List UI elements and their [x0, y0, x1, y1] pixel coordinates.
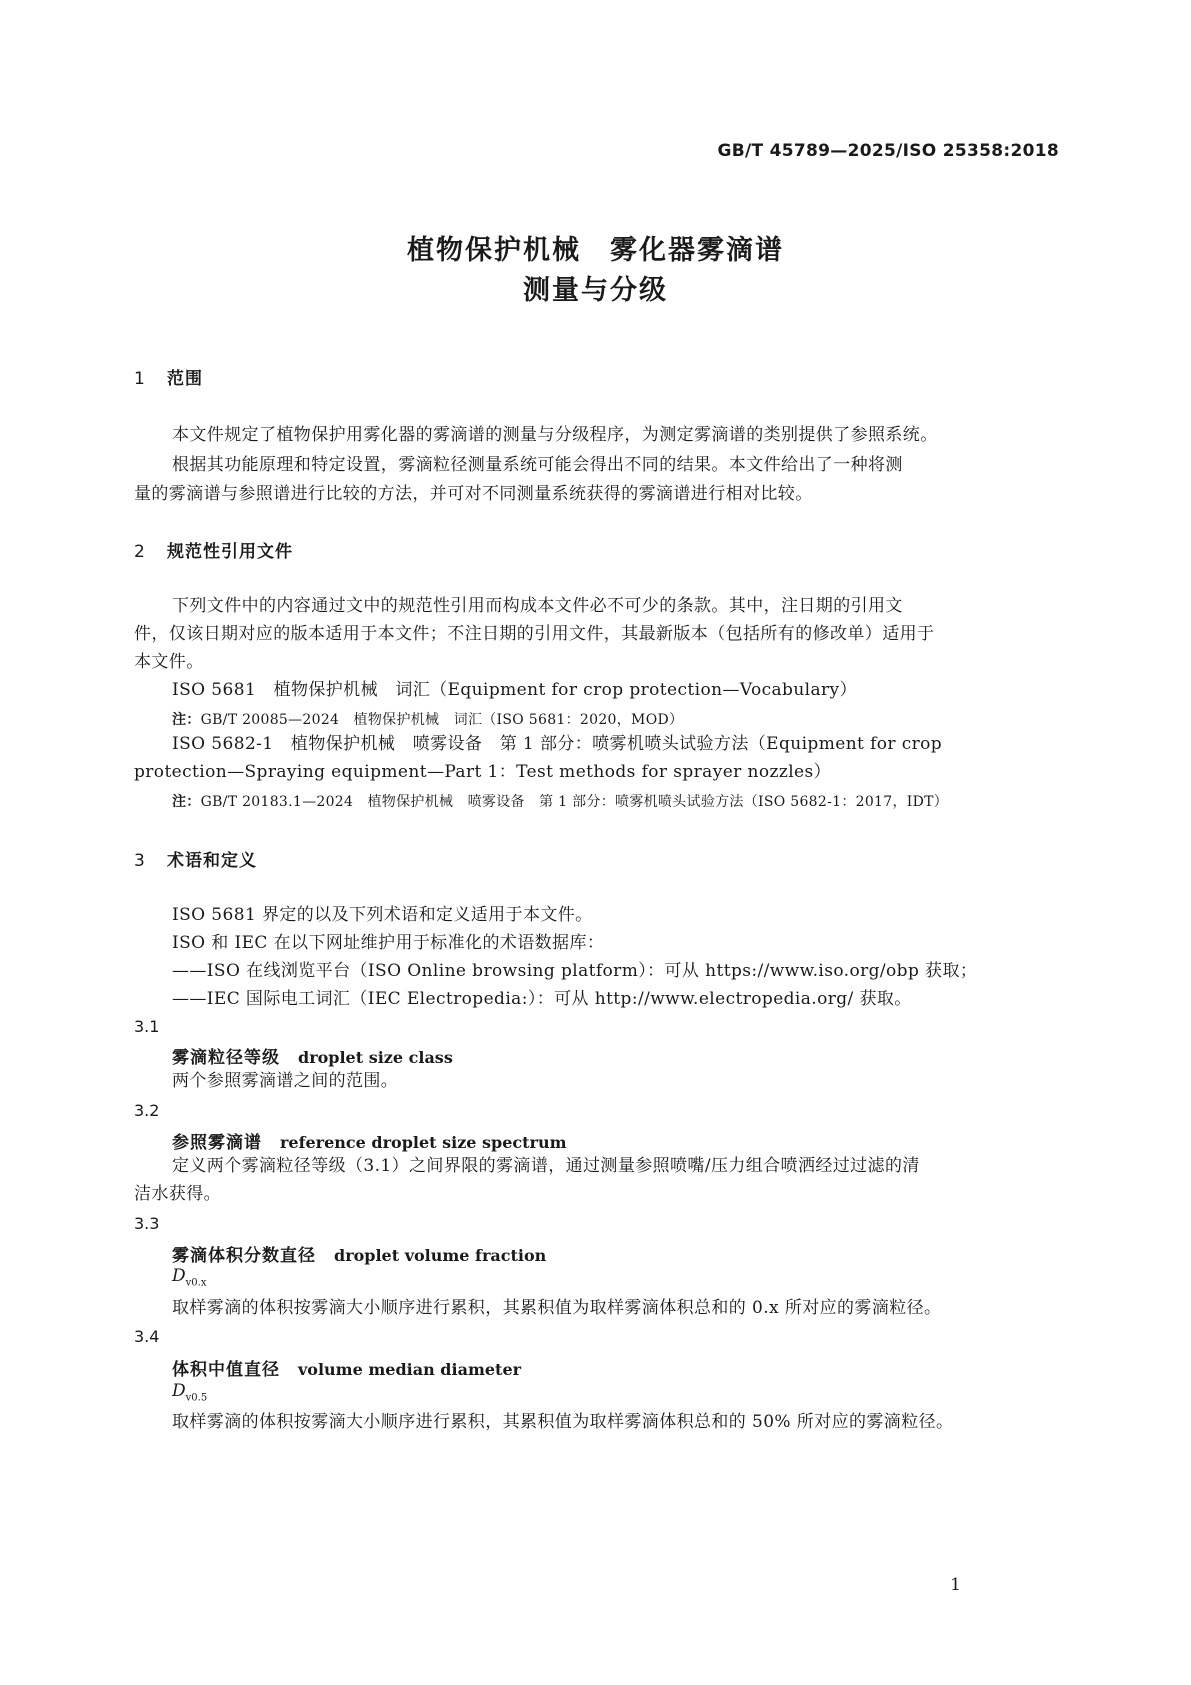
note-label: 注：: [172, 794, 201, 810]
section-title: 规范性引用文件: [167, 542, 293, 562]
note: [172, 709, 683, 729]
term-definition: 取样雾滴的体积按雾滴大小顺序进行累积，其累积值为取样雾滴体积总和的 0.x 所对应的雾滴粒径。: [172, 1298, 942, 1318]
term-english: volume median diameter: [298, 1360, 522, 1379]
section-heading-normative-references: [134, 537, 293, 562]
note-text: GB/T 20085—2024 植物保护机械 词汇（ISO 5681：2020，MOD）: [200, 712, 684, 728]
section-title: 术语和定义: [167, 851, 257, 871]
term-english: droplet volume fraction: [334, 1246, 547, 1265]
term-chinese: 体积中值直径: [172, 1360, 280, 1380]
term-definition: 定义两个雾滴粒径等级（3.1）之间界限的雾滴谱，通过测量参照喷嘴/压力组合喷洒经过过滤的清: [172, 1156, 920, 1176]
list-item: ——ISO 在线浏览平台（ISO Online browsing platform）：可从 https://www.iso.org/obp 获取；: [172, 961, 978, 981]
paragraph: 根据其功能原理和特定设置，雾滴粒径测量系统可能会得出不同的结果。本文件给出了一种将测: [172, 455, 903, 475]
note-text: GB/T 20183.1—2024 植物保护机械 喷雾设备 第 1 部分：喷雾机喷头试验方法（ISO 5682-1：2017，IDT）: [200, 794, 949, 810]
paragraph-continuation: 量的雾滴谱与参照谱进行比较的方法，并可对不同测量系统获得的雾滴谱进行相对比较。: [134, 484, 813, 504]
section-number: 2: [134, 542, 146, 562]
reference-entry-continuation: protection—Spraying equipment—Part 1：Test methods for sprayer nozzles）: [134, 762, 832, 782]
section-title: 范围: [167, 369, 203, 389]
section-number: 3: [134, 851, 146, 871]
term-symbol: [172, 1266, 206, 1288]
paragraph: ISO 和 IEC 在以下网址维护用于标准化的术语数据库：: [172, 933, 605, 953]
page-number: 1: [950, 1575, 961, 1595]
term-chinese: 雾滴粒径等级: [172, 1048, 280, 1068]
document-title-line2: 测量与分级: [523, 275, 668, 306]
term-symbol: [172, 1381, 207, 1403]
term-definition: 取样雾滴的体积按雾滴大小顺序进行累积，其累积值为取样雾滴体积总和的 50% 所对应的雾滴粒径。: [172, 1412, 954, 1432]
symbol-main: D: [172, 1266, 186, 1286]
standard-code: GB/T 45789—2025/ISO 25358:2018: [717, 141, 1059, 161]
paragraph: ISO 5681 界定的以及下列术语和定义适用于本文件。: [172, 905, 593, 925]
term-number: 3.1: [134, 1017, 160, 1036]
paragraph-continuation: 件，仅该日期对应的版本适用于本文件；不注日期的引用文件，其最新版本（包括所有的修改单）适用于: [134, 624, 935, 644]
term-number: 3.3: [134, 1214, 160, 1233]
term-chinese: 参照雾滴谱: [172, 1133, 262, 1153]
paragraph: 下列文件中的内容通过文中的规范性引用而构成本文件必不可少的条款。其中，注日期的引用文: [172, 596, 903, 616]
note: [172, 791, 948, 811]
symbol-main: D: [172, 1381, 186, 1401]
section-heading-terms-definitions: [134, 846, 257, 871]
reference-entry: ISO 5682-1 植物保护机械 喷雾设备 第 1 部分：喷雾机喷头试验方法（Equipment for crop: [172, 734, 943, 754]
term-heading: [172, 1043, 453, 1068]
document-title-line1: 植物保护机械 雾化器雾滴谱: [407, 235, 784, 266]
paragraph: 本文件规定了植物保护用雾化器的雾滴谱的测量与分级程序，为测定雾滴谱的类别提供了参照系统。: [172, 425, 938, 445]
reference-entry: ISO 5681 植物保护机械 词汇（Equipment for crop protection—Vocabulary）: [172, 680, 857, 700]
term-heading: [172, 1128, 567, 1153]
term-number: 3.4: [134, 1327, 160, 1346]
term-definition: 两个参照雾滴谱之间的范围。: [172, 1071, 399, 1091]
section-heading-scope: [134, 364, 203, 389]
term-heading: [172, 1241, 546, 1266]
section-number: 1: [134, 369, 146, 389]
paragraph-continuation: 本文件。: [134, 652, 204, 672]
note-label: 注：: [172, 712, 201, 728]
term-english: droplet size class: [298, 1048, 453, 1067]
term-heading: [172, 1355, 521, 1380]
term-number: 3.2: [134, 1101, 160, 1120]
term-chinese: 雾滴体积分数直径: [172, 1246, 316, 1266]
list-item: ——IEC 国际电工词汇（IEC Electropedia:）：可从 http://www.electropedia.org/ 获取。: [172, 989, 912, 1009]
symbol-subscript: v0.x: [185, 1277, 207, 1289]
term-definition-continuation: 洁水获得。: [134, 1184, 221, 1204]
symbol-subscript: v0.5: [185, 1392, 208, 1404]
term-english: reference droplet size spectrum: [280, 1133, 567, 1152]
